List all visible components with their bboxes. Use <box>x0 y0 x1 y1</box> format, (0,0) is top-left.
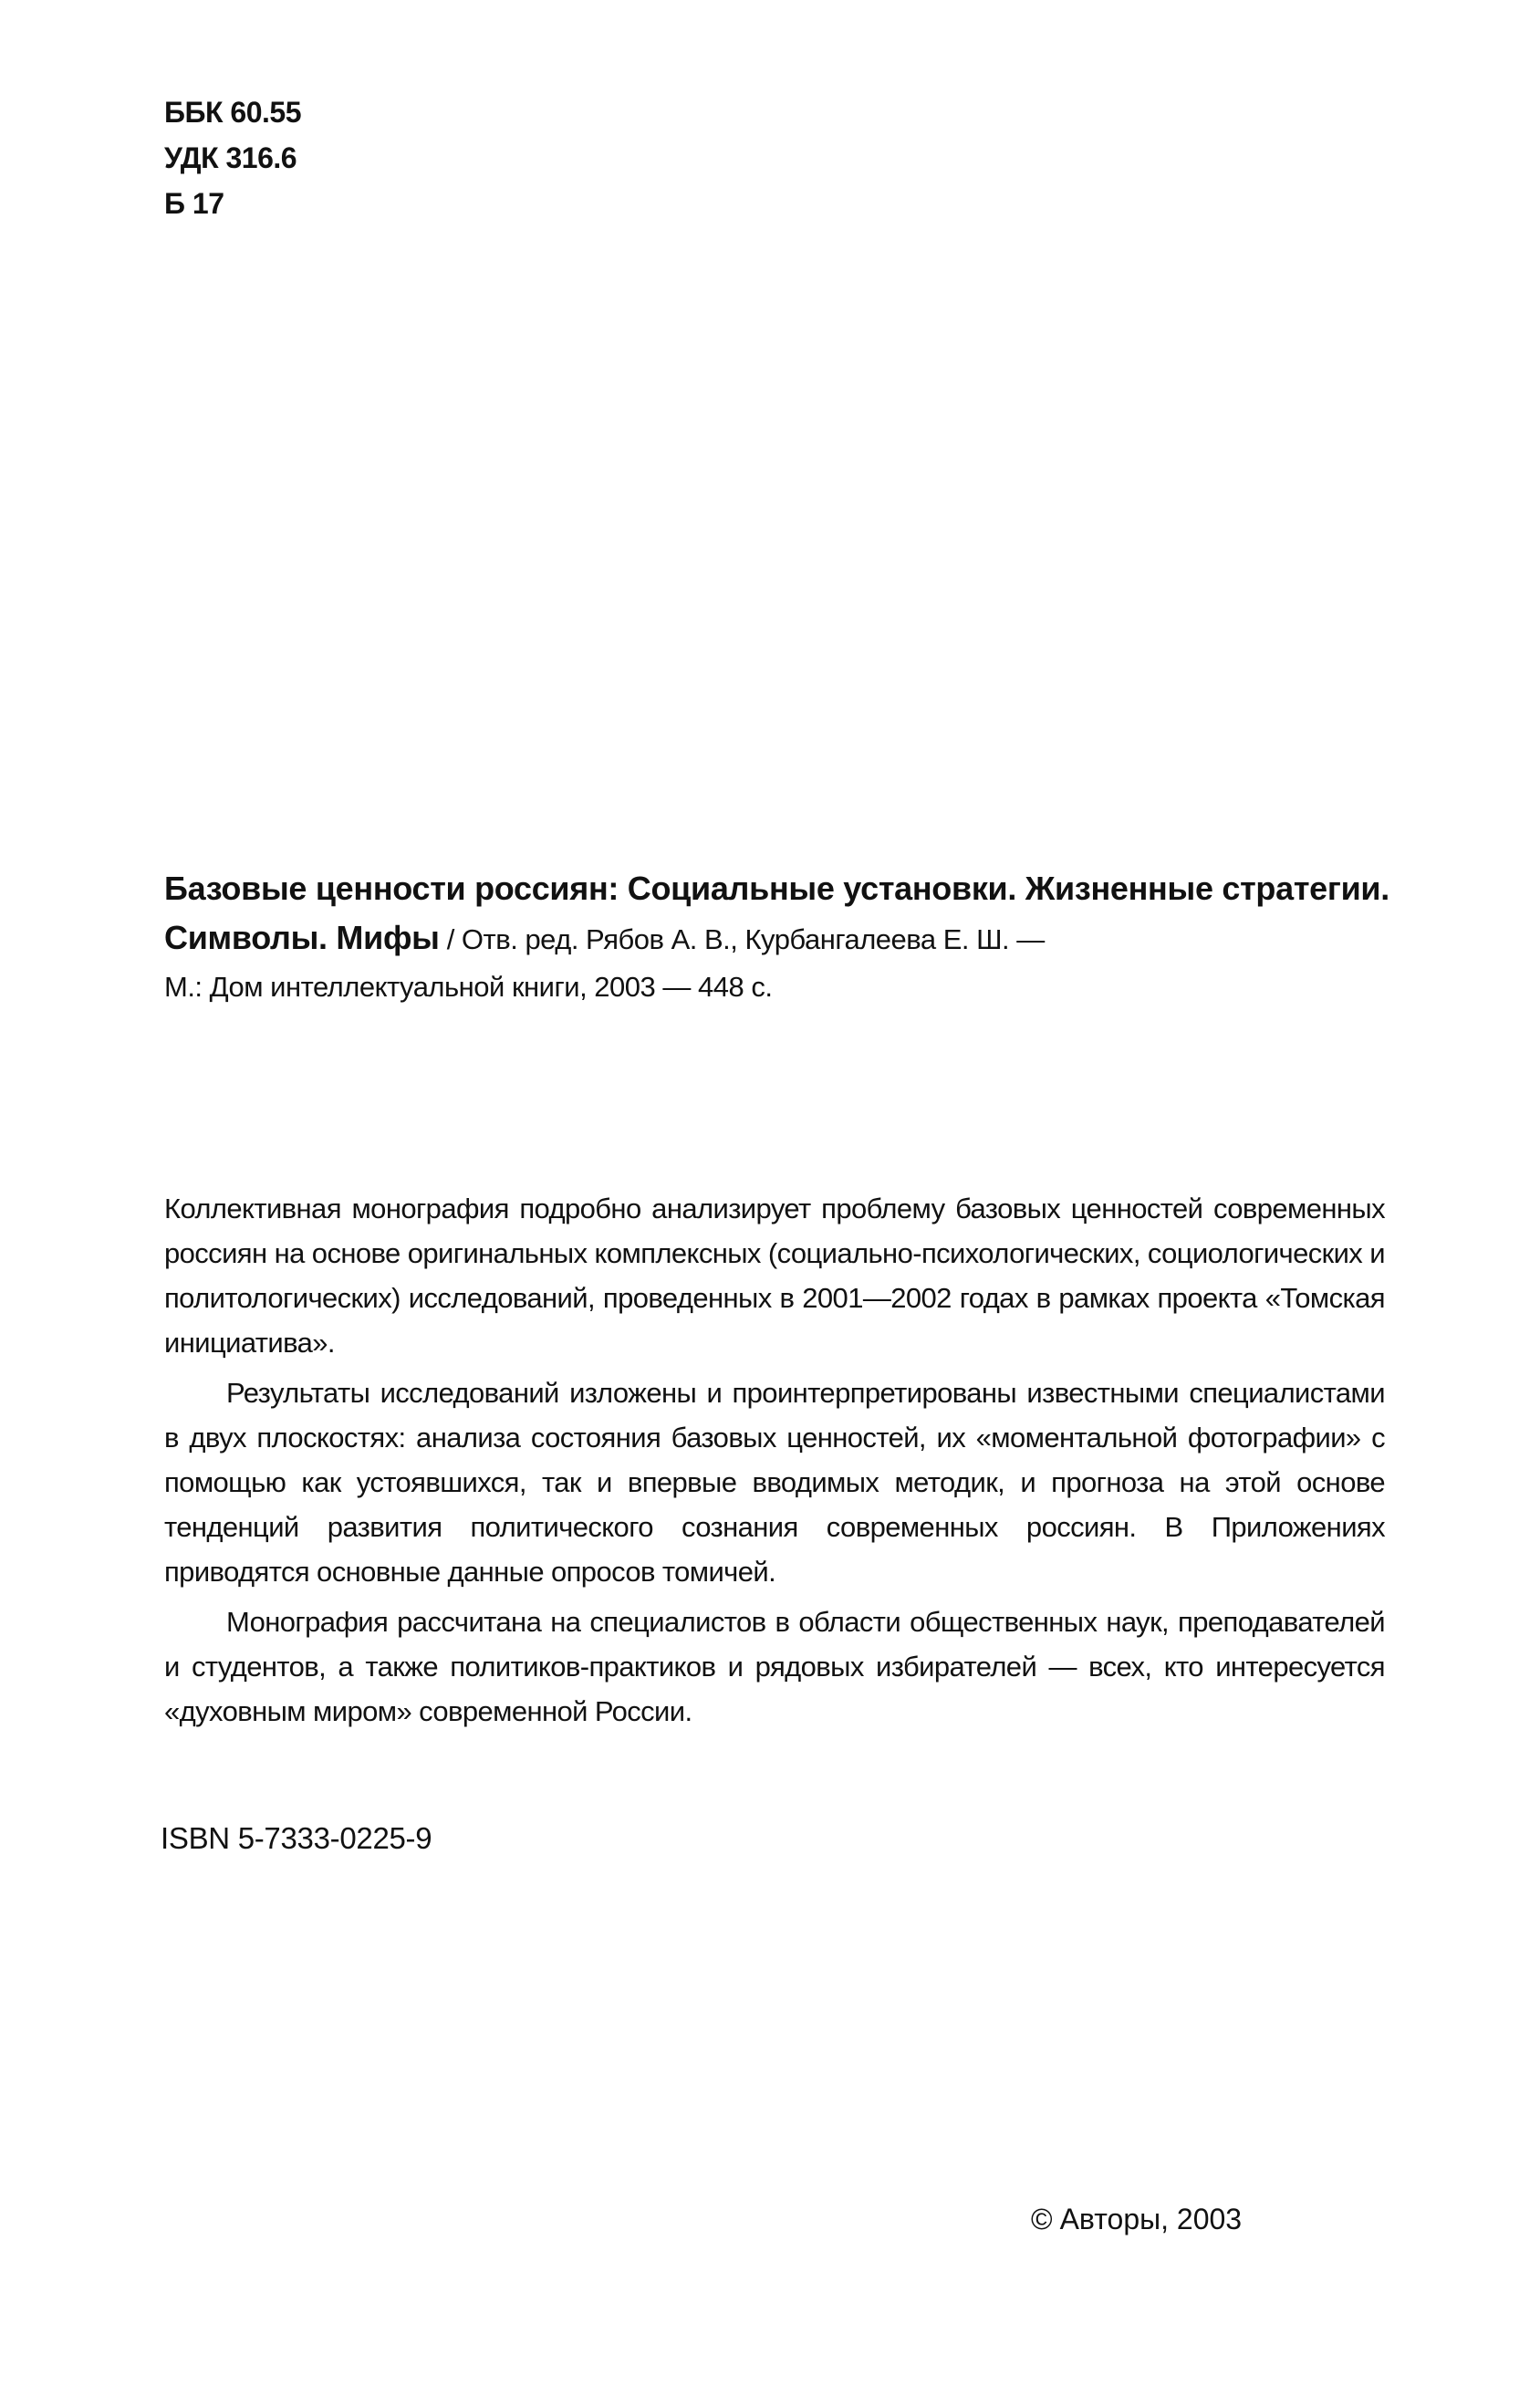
copyright-text: Авторы, 2003 <box>1059 2203 1243 2235</box>
copyright-notice <box>1031 2196 1242 2242</box>
responsibility-statement: / Отв. ред. Рябов А. В., Курбангалеева Е. Ш. — <box>439 923 1045 955</box>
bbk-code: ББК 60.55 <box>164 96 301 129</box>
abstract-paragraph-2: Результаты исследований изложены и проинтерпретированы известными специалистами в двух плоскостях: анализа состояния базовых ценностей, их «моментальной фотографии» с помощью как устоявшихся, так и впервые вводимых методик, и прогноза на этой основе тенденций развития политического сознания современных россиян. В Приложениях приводятся основные данные опросов томичей. <box>164 1377 1385 1588</box>
abstract-paragraph-1: Коллективная монография подробно анализирует проблему базовых ценностей современных россиян на основе оригинальных комплексных (социально-психологических, социологических и политологических) исследований, проведенных в 2001—2002 годах в рамках проекта «Томская инициатива». <box>164 1193 1385 1359</box>
title-line-2 <box>164 914 1387 964</box>
abstract <box>164 1186 1385 1739</box>
book-title-part-1: Базовые ценности россиян: Социальные установки. Жизненные стратегии. <box>164 870 1389 907</box>
classification-codes <box>164 89 301 226</box>
abstract-paragraph-3: Монография рассчитана на специалистов в области общественных наук, преподавателей и студентов, а также политиков-практиков и рядовых избирателей — всех, кто интересуется «духовным миром» современной России. <box>164 1606 1385 1727</box>
publication-imprint: М.: Дом интеллектуальной книги, 2003 — 448 с. <box>164 971 773 1003</box>
udk-code: УДК 316.6 <box>164 141 297 174</box>
isbn-number: ISBN 5-7333-0225-9 <box>161 1821 432 1855</box>
title-line-1 <box>164 865 1387 914</box>
author-mark: Б 17 <box>164 187 224 220</box>
copyright-icon: © <box>1031 2203 1053 2235</box>
book-title-part-2: Символы. Мифы <box>164 919 440 956</box>
bibliographic-record <box>164 865 1387 1011</box>
